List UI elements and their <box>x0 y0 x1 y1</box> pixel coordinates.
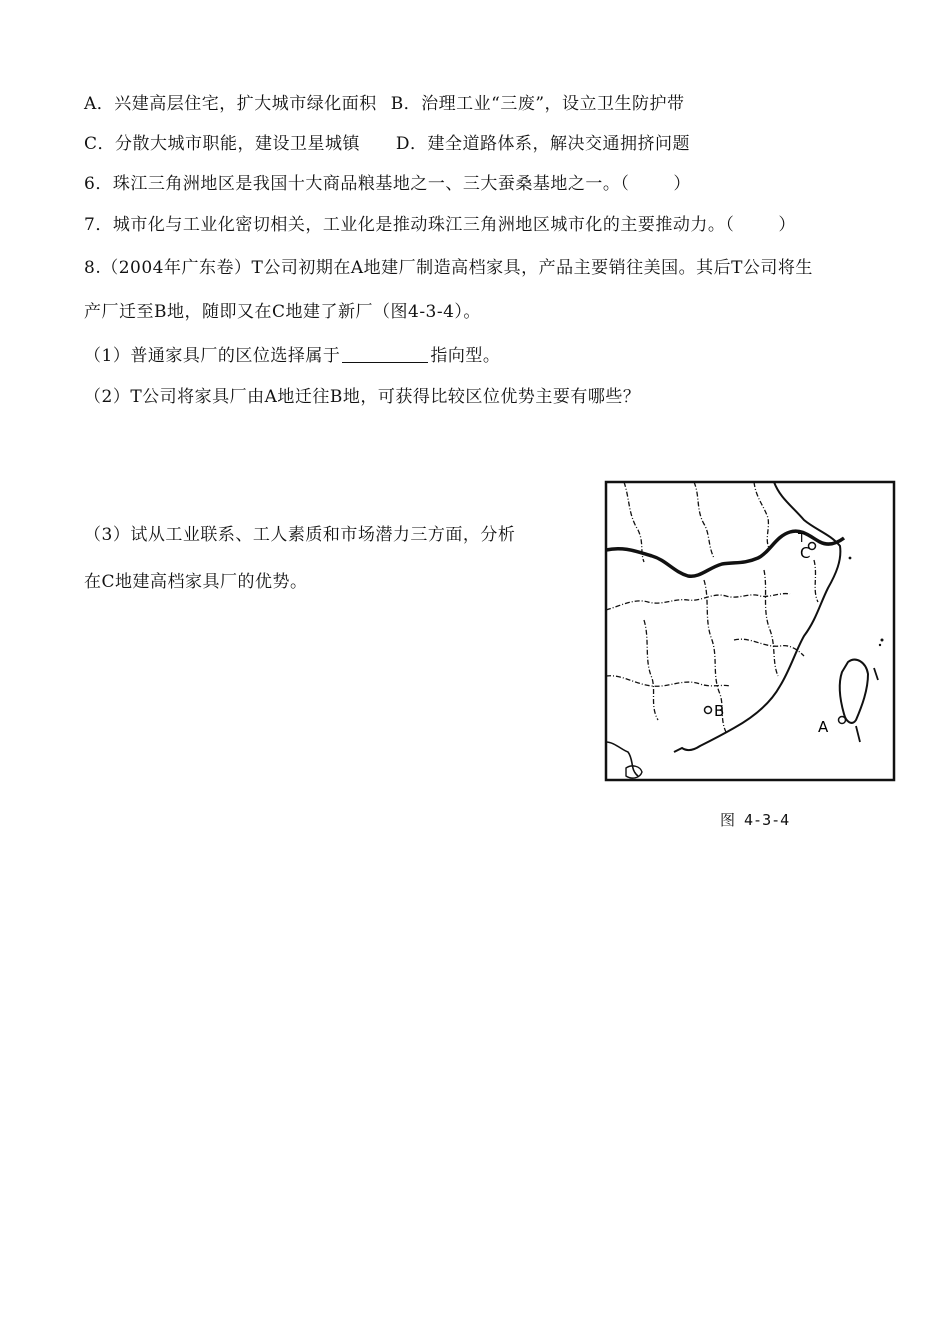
question-6-text: 6．珠江三角洲地区是我国十大商品粮基地之一、三大蚕桑基地之一。（ <box>84 174 630 194</box>
options-line-cd <box>84 132 690 156</box>
sub1-text: （1）普通家具厂的区位选择属于 <box>84 346 341 366</box>
question-7-close: ） <box>778 215 796 235</box>
question-6 <box>84 172 691 196</box>
island <box>849 557 852 560</box>
question-8-sub1 <box>84 344 500 368</box>
question-7 <box>84 213 796 237</box>
option-b: B．治理工业“三废”，设立卫生防护带 <box>390 94 685 114</box>
question-8-intro-line1: 8.（2004年广东卷）T公司初期在A地建厂制造高档家具，产品主要销往美国。其后T公司将生 <box>84 258 813 278</box>
label-a: A <box>818 718 829 736</box>
options-line-ab <box>84 92 685 116</box>
sub1-text-after: 指向型。 <box>430 346 501 366</box>
island <box>881 639 884 642</box>
question-8-sub3-line2: 在C地建高档家具厂的优势。 <box>84 572 308 592</box>
sub1-blank[interactable] <box>342 346 428 363</box>
question-8-intro-line2: 产厂迁至B地，随即又在C地建了新厂（图4-3-4）。 <box>84 302 481 322</box>
map-frame <box>606 482 894 780</box>
figure-caption: 图 4-3-4 <box>720 811 790 829</box>
option-c: C．分散大城市职能，建设卫星城镇 <box>84 134 361 154</box>
question-8-sub3-line1: （3）试从工业联系、工人素质和市场潜力三方面，分析 <box>84 525 516 545</box>
label-b: B <box>714 702 725 720</box>
question-7-text: 7．城市化与工业化密切相关，工业化是推动珠江三角洲地区城市化的主要推动力。（ <box>84 215 735 235</box>
label-t: T <box>798 531 806 545</box>
label-c: C <box>800 544 811 562</box>
island <box>879 644 881 646</box>
option-a: A．兴建高层住宅，扩大城市绿化面积 <box>84 94 377 114</box>
question-8-sub2: （2）T公司将家具厂由A地迁往B地，可获得比较区位优势主要有哪些？ <box>84 387 641 407</box>
option-d: D．建全道路体系，解决交通拥挤问题 <box>395 134 691 154</box>
question-6-close: ） <box>673 174 691 194</box>
southeast-china-map <box>604 480 896 782</box>
